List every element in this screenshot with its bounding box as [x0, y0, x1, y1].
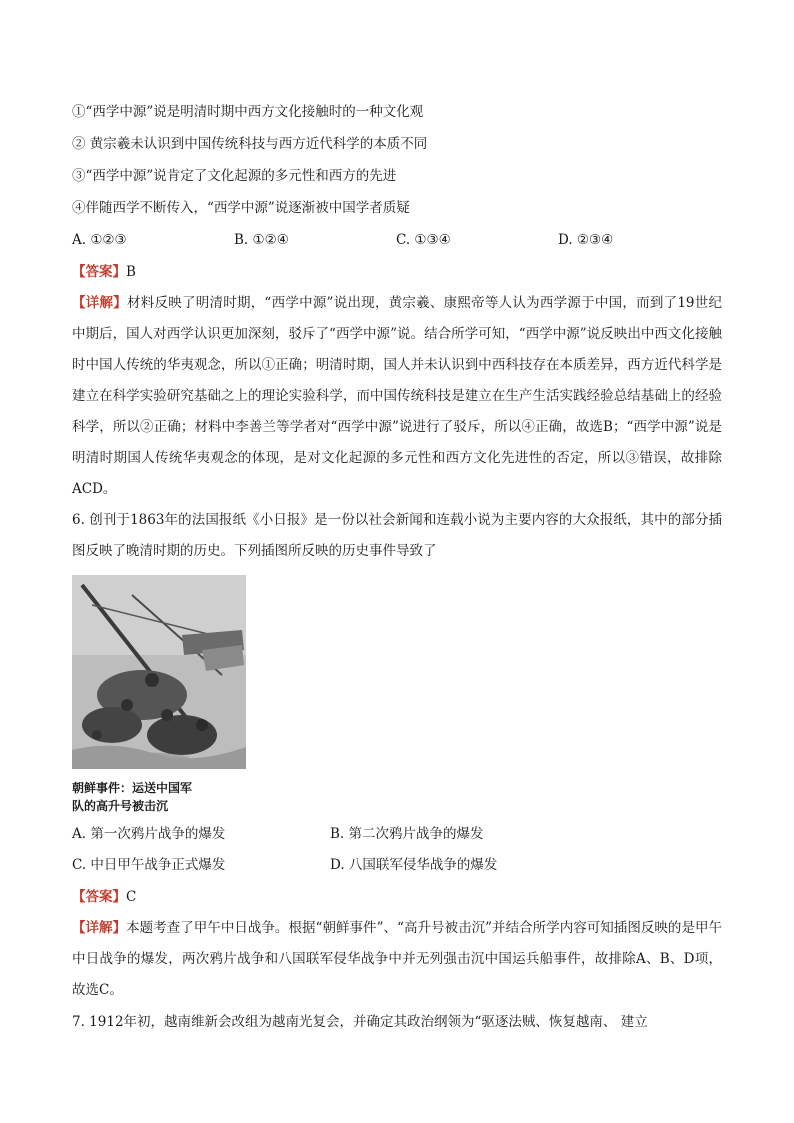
question-7: [72, 1006, 722, 1038]
question-5: [72, 96, 722, 505]
statement-4: ④伴随西学不断传入，“西学中源”说逐渐被中国学者质疑: [72, 200, 410, 216]
option-c: C. 中日甲午战争正式爆发: [72, 857, 226, 873]
figure-caption: [72, 779, 246, 815]
illustration-figure: [72, 575, 246, 815]
statement-3: ③“西学中源”说肯定了文化起源的多元性和西方的先进: [72, 168, 397, 184]
document-page: [72, 96, 722, 1038]
option-b: B. 第二次鸦片战争的爆发: [330, 826, 484, 842]
statement-2: ② 黄宗羲未认识到中国传统科技与西方近代科学的本质不同: [72, 136, 428, 152]
detail-tag: 【详解】: [72, 920, 127, 936]
options-row-2: [72, 850, 722, 881]
shipwreck-illustration: [72, 575, 246, 769]
detail-tag: 【详解】: [72, 295, 127, 311]
option-a: A. ①②③: [72, 232, 127, 248]
question-6: [72, 505, 722, 1006]
caption-line-1: 朝鲜事件：运送中国军: [72, 781, 193, 795]
option-d: D. ②③④: [558, 232, 614, 248]
detail-paragraph: [72, 913, 722, 1006]
detail-text: 材料反映了明清时期，“西学中源”说出现，黄宗羲、康熙帝等人认为西学源于中国，而到了19世纪中期后，国人对西学认识更加深刻，驳斥了“西学中源”说。结合所学可知，“西学中源”说反映出中西文化接触时中国人传统的华夷观念，所以①正确；明清时期，国人并未认识到中西科技存在本质差异，西方近代科学是建立在科学实验研究基础之上的理论实验科学，而中国传统科技是建立在生产生活实践经验总结基础上的经验科学，所以②正确；材料中李善兰等学者对“西学中源”说进行了驳斥，所以④正确，故选B；“西学中源”说是明清时期国人传统华夷观念的体现，是对文化起源的多元性和西方文化先进性的否定，所以③错误，故排除ACD。: [72, 295, 723, 497]
question-stem: 6. 创刊于1863年的法国报纸《小日报》是一份以社会新闻和连载小说为主要内容的大众报纸，其中的部分插图反映了晚清时期的历史。下列插图所反映的历史事件导致了: [72, 512, 722, 559]
answer-tag: 【答案】: [72, 264, 126, 280]
answer-value: B: [126, 264, 136, 280]
statement-1: ①“西学中源”说是明清时期中西方文化接触时的一种文化观: [72, 104, 424, 120]
answer-line: [72, 881, 722, 913]
detail-paragraph: [72, 288, 722, 505]
option-d: D. 八国联军侵华战争的爆发: [330, 857, 498, 873]
option-b: B. ①②④: [234, 232, 289, 248]
options-row-1: [72, 819, 722, 850]
question-stem: 7. 1912年初，越南维新会改组为越南光复会，并确定其政治纲领为“驱逐法贼、恢复越南、 建立: [72, 1014, 648, 1030]
option-c: C. ①③④: [396, 232, 451, 248]
answer-value: C: [126, 889, 137, 905]
answer-tag: 【答案】: [72, 889, 126, 905]
options-row: [72, 224, 722, 256]
caption-line-2: 队的高升号被击沉: [72, 799, 169, 813]
answer-line: [72, 256, 722, 288]
detail-text: 本题考查了甲午中日战争。根据“朝鲜事件”、“高升号被击沉”并结合所学内容可知插图反映的是甲午中日战争的爆发，两次鸦片战争和八国联军侵华战争中并无列强击沉中国运兵船事件，故排除A、B、D项，故选C。: [72, 920, 723, 998]
option-a: A. 第一次鸦片战争的爆发: [72, 826, 226, 842]
